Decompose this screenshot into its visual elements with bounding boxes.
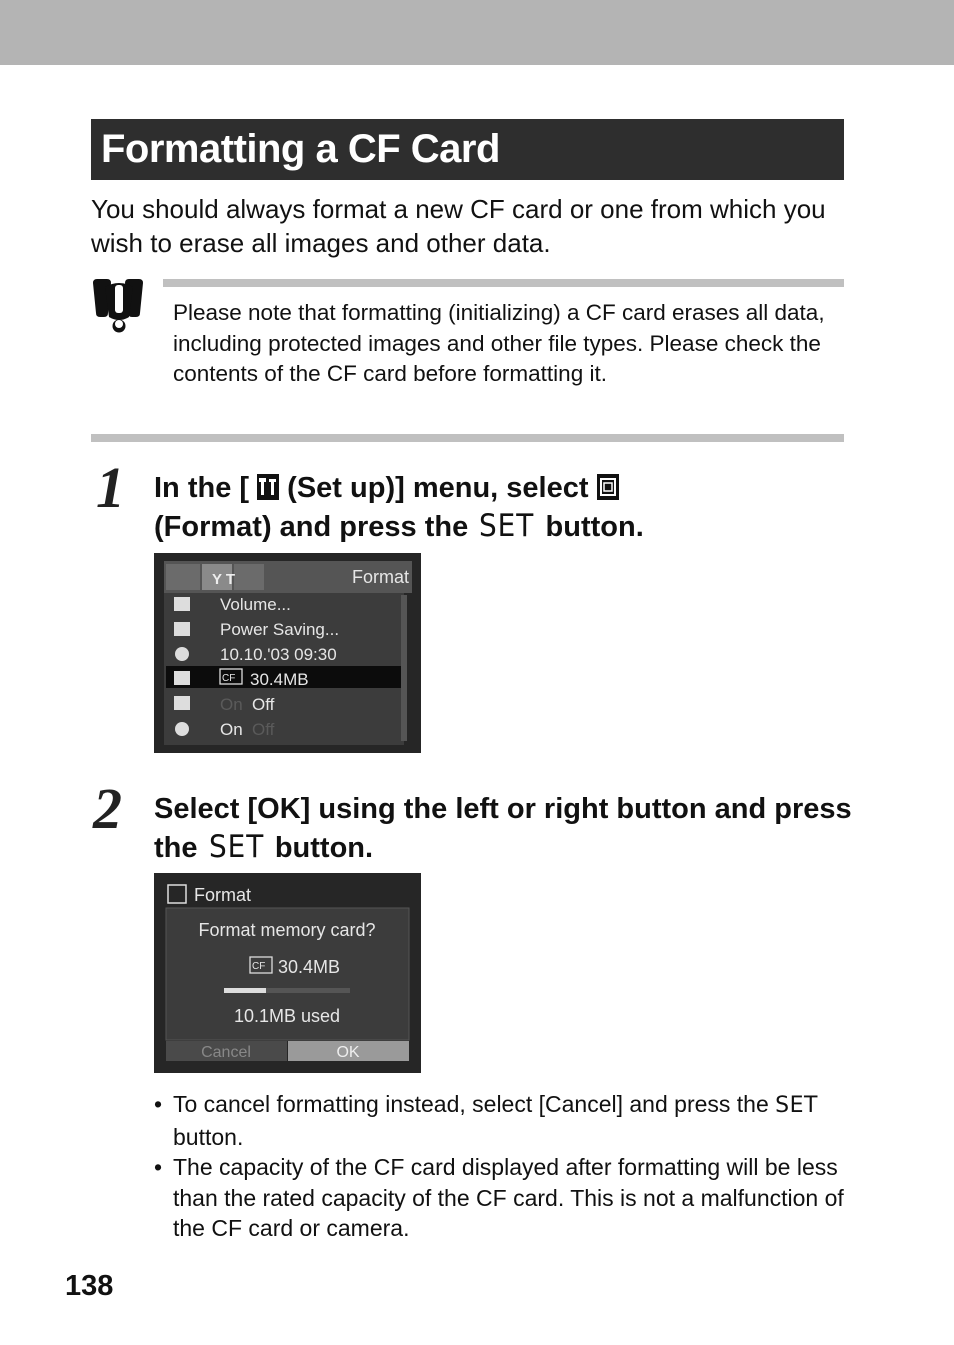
- step-2-instruction: [154, 790, 854, 867]
- screen1-row-6-dim: Off: [252, 720, 275, 739]
- format-icon: [597, 474, 619, 500]
- step-2-text-a: Select [OK] using the left or right button and press the: [154, 793, 852, 864]
- screen1-scrollbar: [401, 595, 407, 741]
- screen2-cf-prefix: CF: [252, 961, 266, 972]
- camera-setup-menu-screen: [154, 553, 421, 753]
- step-2-text-b: button.: [274, 832, 374, 864]
- screen1-row-1: Volume...: [220, 595, 291, 614]
- page-title: Formatting a CF Card: [101, 127, 500, 171]
- screen1-cf-prefix: CF: [222, 673, 236, 684]
- custom-tab-icon: [234, 564, 264, 590]
- screen1-row-5: Off: [252, 695, 275, 714]
- step-number-2: 2: [93, 776, 122, 841]
- screen1-row-3: 10.10.'03 09:30: [220, 645, 337, 664]
- step-number-1: 1: [96, 455, 125, 520]
- caution-note: Please note that formatting (initializing) a CF card erases all data, including protected images and other file types. Please check the contents of the CF card before formatting it.: [173, 300, 825, 386]
- screen1-row-5-dim: On: [220, 695, 243, 714]
- screen2-question: Format memory card?: [198, 920, 376, 940]
- camera-tab-icon: [166, 564, 200, 590]
- list-item: • The capacity of the CF card displayed after formatting will be less than the rated capacity of the CF card. This is not a malfunction of the CF card or camera.: [154, 1154, 844, 1241]
- bullet-2-text: The capacity of the CF card displayed after formatting will be less than the rated capacity of the CF card. This is not a malfunction of the CF card or camera.: [173, 1154, 844, 1241]
- screen1-row-6: On: [220, 720, 243, 739]
- step-1-text-d: button.: [545, 511, 644, 543]
- cancel-button-label: Cancel: [201, 1044, 251, 1061]
- set-button-label: SET: [208, 829, 264, 865]
- camera-format-dialog-screen: [154, 873, 421, 1073]
- screen2-used: 10.1MB used: [233, 1006, 341, 1026]
- caution-icon: [91, 279, 147, 333]
- list-item: • To cancel formatting instead, select [Cancel] and press the SET button.: [154, 1091, 818, 1150]
- set-button-label: SET: [775, 1093, 818, 1118]
- note-divider-bottom: [91, 434, 844, 442]
- step-1-text-a: In the [: [154, 472, 250, 504]
- screen2-capacity: 30.4MB: [278, 957, 341, 977]
- note-divider-top: [163, 279, 844, 287]
- section-title-bar: [91, 119, 844, 180]
- screen1-row-2: Power Saving...: [220, 620, 340, 639]
- intro-paragraph: You should always format a new CF card or one from which you wish to erase all images and other data.: [91, 194, 826, 258]
- screen1-row-4: 30.4MB: [250, 670, 309, 689]
- bullet-1-text-a: To cancel formatting instead, select [Cancel] and press the: [173, 1091, 769, 1117]
- setup-menu-icon: [257, 474, 279, 500]
- set-button-label: SET: [479, 508, 535, 544]
- step-1-text-c: (Format) and press the: [154, 511, 469, 543]
- page-number: 138: [65, 1270, 114, 1302]
- bullet-1-text-b: button.: [173, 1123, 244, 1150]
- screen1-header: Format: [351, 567, 409, 587]
- screen2-header: Format: [194, 885, 252, 905]
- svg-text:Y T: Y T: [212, 571, 236, 588]
- screen2-usage-fill: [224, 988, 266, 993]
- ok-button-label: OK: [336, 1044, 360, 1061]
- step-1-instruction: [154, 469, 854, 546]
- header-band: [0, 0, 954, 65]
- step-1-text-b: (Set up)] menu, select: [287, 472, 589, 504]
- notes-list: [154, 1089, 854, 1244]
